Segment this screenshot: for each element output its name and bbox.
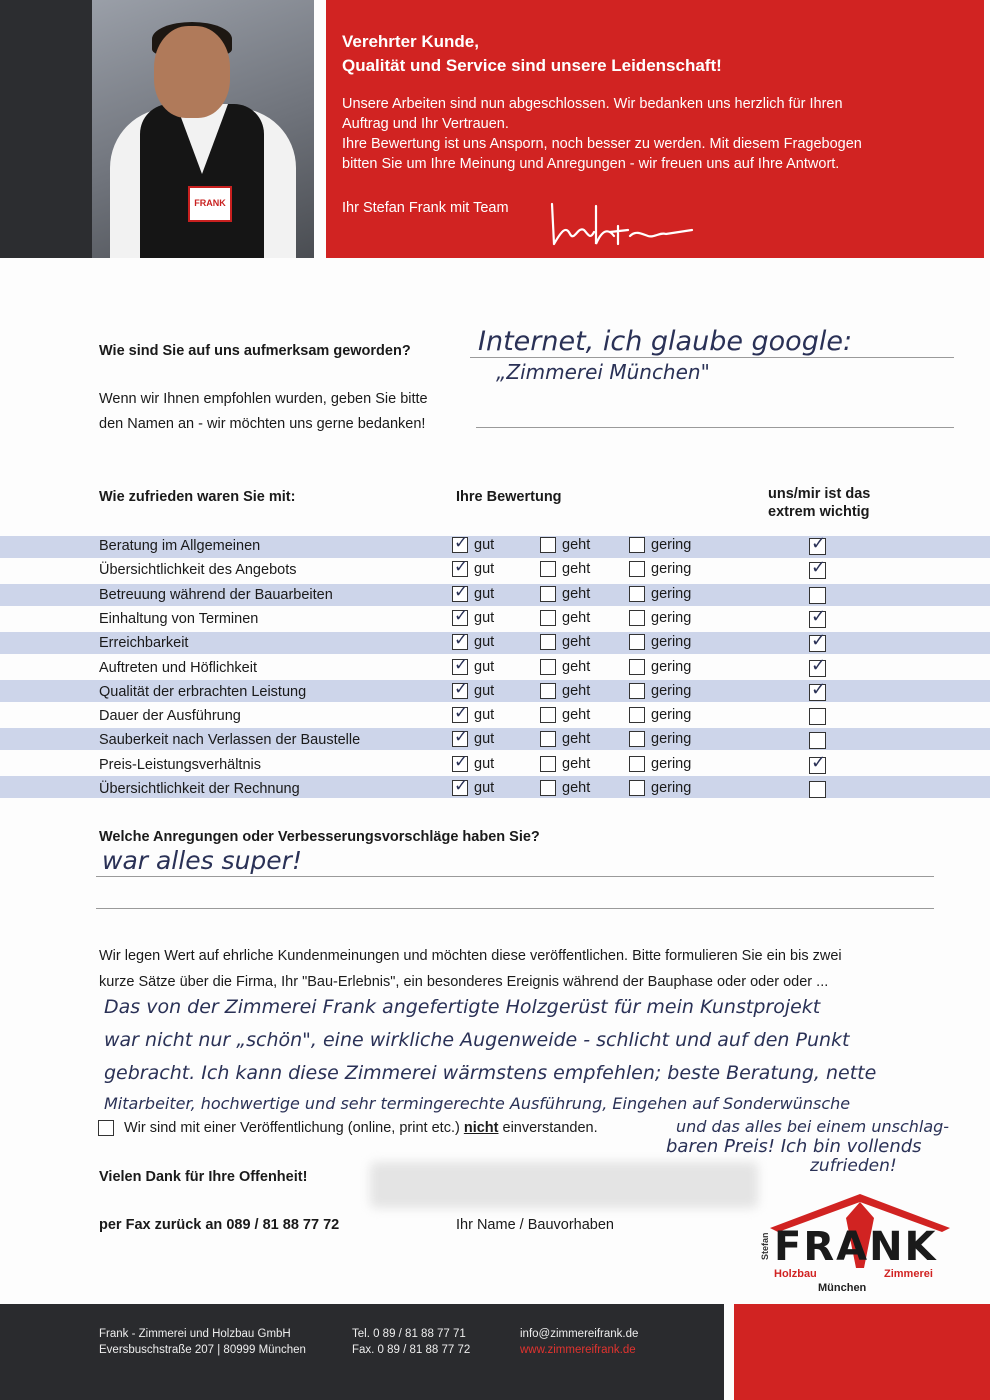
important-checkbox[interactable] [809, 708, 826, 725]
rating-checkbox-gering[interactable] [629, 707, 645, 723]
rating-option-label: gering [651, 609, 692, 626]
important-heading-1: uns/mir ist das [768, 486, 871, 502]
header-message-box [326, 0, 984, 258]
important-checkbox[interactable] [809, 732, 826, 749]
rating-option-geht [540, 683, 590, 699]
logo-frank: FRANK [774, 1224, 938, 1270]
rating-option-label: gering [651, 755, 692, 772]
rating-option-label: gering [651, 731, 692, 748]
table-row [0, 535, 990, 559]
rating-option-geht [540, 731, 590, 747]
rating-option-geht [540, 537, 590, 553]
footer-company: Frank - Zimmerei und Holzbau GmbH [99, 1328, 291, 1340]
suggestions-question: Welche Anregungen oder Verbesserungsvorschläge haben Sie? [99, 829, 540, 845]
name-label: Ihr Name / Bauvorhaben [456, 1217, 614, 1233]
row-label: Einhaltung von Terminen [99, 610, 259, 627]
rating-checkbox-gering[interactable] [629, 683, 645, 699]
rating-option-gut [452, 586, 494, 602]
rating-option-label: geht [562, 707, 591, 724]
row-label: Preis-Leistungsverhältnis [99, 756, 261, 773]
rating-option-label: gering [651, 537, 692, 553]
rating-option-label: geht [562, 682, 591, 699]
testimonial-intro-2: kurze Sätze über die Firma, Ihr "Bau-Erlebnis", ein besonderes Ereignis während der Bauphase oder oder oder ... [99, 974, 829, 990]
rating-option-gering [629, 634, 691, 650]
referral-answer-2: „Zimmerei München" [496, 360, 710, 384]
footer-tel: Tel. 0 89 / 81 88 77 71 [352, 1328, 466, 1340]
row-label: Übersichtlichkeit der Rechnung [99, 781, 300, 797]
rating-heading: Ihre Bewertung [456, 489, 562, 505]
header-dark-panel [0, 0, 92, 258]
rating-option-geht [540, 610, 590, 626]
important-checkbox[interactable] [809, 587, 826, 604]
rating-checkbox-gut[interactable] [452, 780, 468, 796]
rating-checkbox-gering[interactable] [629, 610, 645, 626]
rating-checkbox-geht[interactable] [540, 707, 556, 723]
rating-option-geht [540, 659, 590, 675]
rating-checkbox-gut[interactable] [452, 586, 468, 602]
owner-photo [92, 0, 314, 258]
rating-option-label: gering [651, 634, 692, 651]
rating-option-gering [629, 659, 691, 675]
table-row [0, 608, 990, 632]
footer-website[interactable]: www.zimmereifrank.de [520, 1344, 636, 1356]
rating-option-gut [452, 731, 494, 747]
important-checkbox[interactable] [809, 684, 826, 701]
rating-option-gut [452, 634, 494, 650]
rating-option-label: gut [474, 585, 495, 602]
testimonial-line-5: und das alles bei einem unschlag- [676, 1117, 950, 1136]
row-label: Übersichtlichkeit des Angebots [99, 562, 297, 579]
table-row [0, 632, 990, 656]
rating-option-label: geht [562, 634, 591, 651]
row-label: Beratung im Allgemeinen [99, 538, 261, 554]
rating-option-gering [629, 780, 691, 796]
row-label: Qualität der erbrachten Leistung [99, 683, 307, 700]
rating-option-label: gut [474, 707, 495, 724]
table-row [0, 778, 990, 802]
rating-option-label: geht [562, 755, 591, 772]
recommend-text-1: Wenn wir Ihnen empfohlen wurden, geben Sie bitte [99, 391, 428, 407]
table-row [0, 559, 990, 583]
rating-checkbox-gut[interactable] [452, 756, 468, 772]
footer-address: Eversbuschstraße 207 | 80999 München [99, 1344, 306, 1356]
rating-option-label: gering [651, 780, 692, 796]
rating-checkbox-geht[interactable] [540, 561, 556, 577]
signoff: Ihr Stefan Frank mit Team [342, 200, 509, 216]
intro-paragraph: Unsere Arbeiten sind nun abgeschlossen. Wir bedanken uns herzlich für Ihren Auftrag und Ihr Vertrauen. Ihre Bewertung ist uns Ansporn, noch besser zu werden. Mit diesem Fragebogen bitten Sie um Ihre Meinung und Anregungen - wir freuen uns auf Ihre Antwort. [342, 96, 862, 172]
important-checkbox[interactable] [809, 757, 826, 774]
row-label: Betreuung während der Bauarbeiten [99, 586, 333, 603]
greeting: Verehrter Kunde, [342, 32, 479, 51]
consent-row: Wir sind mit einer Veröffentlichung (online, print etc.) nicht einverstanden. [98, 1120, 598, 1136]
rating-checkbox-gut[interactable] [452, 707, 468, 723]
referral-question: Wie sind Sie auf uns aufmerksam geworden? [99, 343, 411, 359]
rating-option-gering [629, 683, 691, 699]
testimonial-line-6: baren Preis! Ich bin vollends [666, 1136, 922, 1157]
rating-checkbox-geht[interactable] [540, 756, 556, 772]
rating-checkbox-gering[interactable] [629, 780, 645, 796]
rating-option-label: geht [562, 609, 591, 626]
rating-option-label: geht [562, 537, 591, 553]
rating-checkbox-gut[interactable] [452, 731, 468, 747]
row-label: Erreichbarkeit [99, 635, 189, 652]
rating-checkbox-gut[interactable] [452, 561, 468, 577]
rating-option-gut [452, 537, 494, 553]
rating-checkbox-geht[interactable] [540, 731, 556, 747]
rating-option-label: gering [651, 585, 692, 602]
rating-option-label: gering [651, 561, 692, 578]
table-row [0, 584, 990, 608]
rating-option-label: geht [562, 585, 591, 602]
rating-option-geht [540, 561, 590, 577]
table-row [0, 754, 990, 778]
rating-checkbox-geht[interactable] [540, 659, 556, 675]
redacted-name [370, 1162, 758, 1208]
rating-option-geht [540, 586, 590, 602]
rating-checkbox-gering[interactable] [629, 756, 645, 772]
rating-checkbox-gering[interactable] [629, 537, 645, 553]
rating-option-label: geht [562, 658, 591, 675]
rating-checkbox-gut[interactable] [452, 537, 468, 553]
rating-option-label: geht [562, 780, 591, 796]
important-checkbox[interactable] [809, 562, 826, 579]
rating-option-label: gut [474, 780, 495, 796]
photo-badge: FRANK [188, 186, 232, 222]
rating-option-label: geht [562, 561, 591, 578]
rating-checkbox-geht[interactable] [540, 537, 556, 553]
recommend-text-2: den Namen an - wir möchten uns gerne bedanken! [99, 416, 426, 432]
table-row [0, 657, 990, 681]
rating-checkbox-gut[interactable] [452, 659, 468, 675]
rating-option-label: gut [474, 561, 495, 578]
rating-option-gering [629, 537, 691, 553]
rating-option-gering [629, 731, 691, 747]
footer-email[interactable]: info@zimmereifrank.de [520, 1328, 639, 1340]
rating-option-gering [629, 707, 691, 723]
footer [0, 1304, 724, 1400]
rating-option-label: gering [651, 707, 692, 724]
testimonial-line-1: Das von der Zimmerei Frank angefertigte Holzgerüst für mein Kunstprojekt [104, 996, 821, 1018]
rating-option-geht [540, 756, 590, 772]
important-checkbox[interactable] [809, 660, 826, 677]
rating-checkbox-gering[interactable] [629, 659, 645, 675]
rating-option-gut [452, 756, 494, 772]
rating-option-gut [452, 683, 494, 699]
row-label: Dauer der Ausführung [99, 708, 241, 725]
rating-checkbox-gut[interactable] [452, 683, 468, 699]
slogan: Qualität und Service sind unsere Leidenschaft! [342, 56, 722, 75]
rating-checkbox-gut[interactable] [452, 634, 468, 650]
rating-option-gering [629, 756, 691, 772]
rating-option-gering [629, 561, 691, 577]
fax-return: per Fax zurück an 089 / 81 88 77 72 [99, 1217, 340, 1233]
rating-checkbox-gering[interactable] [629, 586, 645, 602]
table-row [0, 705, 990, 729]
rating-option-label: gering [651, 682, 692, 699]
suggestions-answer: war alles super! [102, 846, 302, 875]
row-label: Auftreten und Höflichkeit [99, 659, 257, 676]
rating-option-label: gut [474, 609, 495, 626]
rating-option-label: gut [474, 537, 495, 553]
rating-checkbox-gut[interactable] [452, 610, 468, 626]
rating-checkbox-geht[interactable] [540, 610, 556, 626]
footer-red-block [734, 1304, 990, 1400]
rating-option-label: gut [474, 682, 495, 699]
rating-option-label: gut [474, 658, 495, 675]
rating-checkbox-gering[interactable] [629, 731, 645, 747]
important-heading-2: extrem wichtig [768, 504, 870, 520]
important-checkbox[interactable] [809, 781, 826, 798]
rating-checkbox-geht[interactable] [540, 586, 556, 602]
signature-image [544, 186, 694, 250]
rating-option-label: geht [562, 731, 591, 748]
rating-option-gut [452, 659, 494, 675]
testimonial-line-2: war nicht nur „schön", eine wirkliche Augenweide - schlicht und auf den Punkt [104, 1029, 850, 1051]
important-checkbox[interactable] [809, 611, 826, 628]
rating-option-gut [452, 780, 494, 796]
testimonial-line-7: zufrieden! [810, 1156, 897, 1176]
frank-logo: Stefan FRANK Holzbau Zimmerei München [760, 1188, 960, 1300]
important-checkbox[interactable] [809, 538, 826, 555]
rating-option-gut [452, 610, 494, 626]
rating-option-geht [540, 780, 590, 796]
testimonial-intro-1: Wir legen Wert auf ehrliche Kundenmeinungen und möchten diese veröffentlichen. Bitte formulieren Sie ein bis zwei [99, 948, 842, 964]
consent-not: nicht [463, 1120, 499, 1136]
rating-option-label: gut [474, 755, 495, 772]
rating-checkbox-geht[interactable] [540, 780, 556, 796]
rating-checkbox-geht[interactable] [540, 683, 556, 699]
referral-answer-1: Internet, ich glaube google: [478, 326, 853, 357]
rating-option-label: gering [651, 658, 692, 675]
row-label: Sauberkeit nach Verlassen der Baustelle [99, 732, 361, 749]
rating-option-gering [629, 610, 691, 626]
footer-fax: Fax. 0 89 / 81 88 77 72 [352, 1344, 471, 1356]
testimonial-line-4: Mitarbeiter, hochwertige und sehr termingerechte Ausführung, Eingehen auf Sonderwünsche [104, 1094, 851, 1113]
rating-option-geht [540, 634, 590, 650]
satisfaction-heading: Wie zufrieden waren Sie mit: [99, 489, 296, 505]
rating-option-label: gut [474, 634, 495, 651]
table-row [0, 681, 990, 705]
thanks-text: Vielen Dank für Ihre Offenheit! [99, 1169, 308, 1185]
rating-option-geht [540, 707, 590, 723]
consent-checkbox[interactable] [98, 1120, 114, 1136]
important-checkbox[interactable] [809, 635, 826, 652]
rating-option-gut [452, 561, 494, 577]
testimonial-line-3: gebracht. Ich kann diese Zimmerei wärmstens empfehlen; beste Beratung, nette [104, 1062, 877, 1084]
rating-option-gering [629, 586, 691, 602]
rating-checkbox-gering[interactable] [629, 634, 645, 650]
table-row [0, 729, 990, 753]
rating-checkbox-geht[interactable] [540, 634, 556, 650]
rating-option-label: gut [474, 731, 495, 748]
rating-checkbox-gering[interactable] [629, 561, 645, 577]
rating-option-gut [452, 707, 494, 723]
